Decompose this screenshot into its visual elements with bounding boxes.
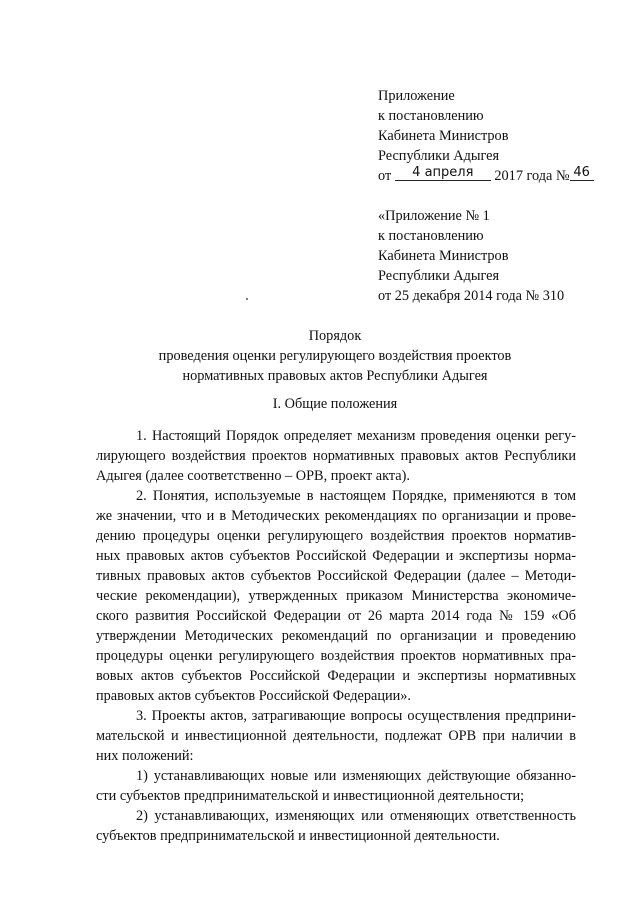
appendix-header-line2: к постановлению bbox=[378, 108, 484, 124]
scan-speck bbox=[246, 298, 248, 300]
paragraph bbox=[96, 486, 576, 706]
paragraph-line: утверждении Методических рекомендаций по организации и проведению bbox=[96, 628, 576, 644]
paragraph-line: ского развития Российской Федерации от 26 марта 2014 года № 159 «Об bbox=[96, 608, 576, 624]
handwritten-date: 4 апреля bbox=[412, 165, 474, 180]
paragraph-line: сти субъектов предпринимательской и инвестиционной деятельности; bbox=[96, 788, 525, 804]
paragraph-line: дению процедуры оценки регулирующего воздействия проектов норматив- bbox=[96, 528, 576, 544]
paragraph-line: правовых актов субъектов Российской Федерации». bbox=[96, 688, 411, 704]
paragraph bbox=[96, 766, 576, 806]
title-line3: нормативных правовых актов Республики Адыгея bbox=[182, 368, 488, 384]
previous-appendix-line1: «Приложение № 1 bbox=[378, 208, 490, 224]
paragraph-line: 1) устанавливающих новые или изменяющих действующие обязанно- bbox=[136, 768, 576, 784]
date-suffix: 2017 года № bbox=[494, 168, 570, 184]
paragraph-line: вовых актов субъектов Российской Федерации и экспертизы нормативных bbox=[96, 668, 576, 684]
paragraph-line: Адыгея (далее соответственно – ОРВ, проект акта). bbox=[96, 468, 410, 484]
paragraph-line: них положений: bbox=[96, 748, 194, 764]
paragraph-line: же значении, что и в Методических рекомендациях по организации и прове- bbox=[96, 508, 576, 524]
handwritten-number: 46 bbox=[573, 165, 590, 180]
appendix-header-date-line bbox=[378, 166, 628, 186]
number-blank bbox=[570, 166, 594, 181]
document-title bbox=[60, 326, 610, 386]
paragraph-line: тивных правовых актов субъектов Российской Федерации (далее – Методи- bbox=[96, 568, 576, 584]
paragraph-line: процедуры оценки регулирующего воздействия проектов нормативных пра- bbox=[96, 648, 576, 664]
date-blank bbox=[395, 166, 491, 181]
previous-appendix-line3: Кабинета Министров bbox=[378, 248, 509, 264]
paragraph-line: 2) устанавливающих, изменяющих или отменяющих ответственность bbox=[136, 808, 576, 824]
paragraph-line: 3. Проекты актов, затрагивающие вопросы осуществления предприни- bbox=[136, 708, 576, 724]
paragraph-line: ных правовых актов субъектов Российской Федерации и экспертизы норма- bbox=[96, 548, 576, 564]
paragraph-line: субъектов предпринимательской и инвестиционной деятельности. bbox=[96, 828, 500, 844]
paragraph-line: мательской и инвестиционной деятельности, подлежат ОРВ при наличии в bbox=[96, 728, 576, 744]
paragraph-line: ческие рекомендации), утвержденных приказом Министерства экономиче- bbox=[96, 588, 576, 604]
paragraph bbox=[96, 706, 576, 766]
section-heading: I. Общие положения bbox=[272, 396, 398, 412]
previous-appendix-line2: к постановлению bbox=[378, 228, 484, 244]
paragraph bbox=[96, 426, 576, 486]
appendix-header-line3: Кабинета Министров bbox=[378, 128, 509, 144]
previous-appendix-line5: от 25 декабря 2014 года № 310 bbox=[378, 288, 565, 304]
paragraph-line: 2. Понятия, используемые в настоящем Порядке, применяются в том bbox=[136, 488, 576, 504]
title-line1: Порядок bbox=[308, 328, 362, 344]
title-line2: проведения оценки регулирующего воздействия проектов bbox=[158, 348, 512, 364]
appendix-header bbox=[378, 86, 628, 186]
appendix-header-line1: Приложение bbox=[378, 88, 455, 104]
paragraph bbox=[96, 806, 576, 846]
document-body bbox=[96, 426, 576, 846]
paragraph-line: 1. Настоящий Порядок определяет механизм проведения оценки регу- bbox=[136, 428, 576, 444]
date-prefix: от bbox=[378, 168, 392, 184]
previous-appendix-line4: Республики Адыгея bbox=[378, 268, 500, 284]
previous-appendix-header bbox=[378, 206, 628, 306]
paragraph-line: лирующего воздействия проектов нормативных правовых актов Республики bbox=[96, 448, 576, 464]
appendix-header-line4: Республики Адыгея bbox=[378, 148, 500, 164]
